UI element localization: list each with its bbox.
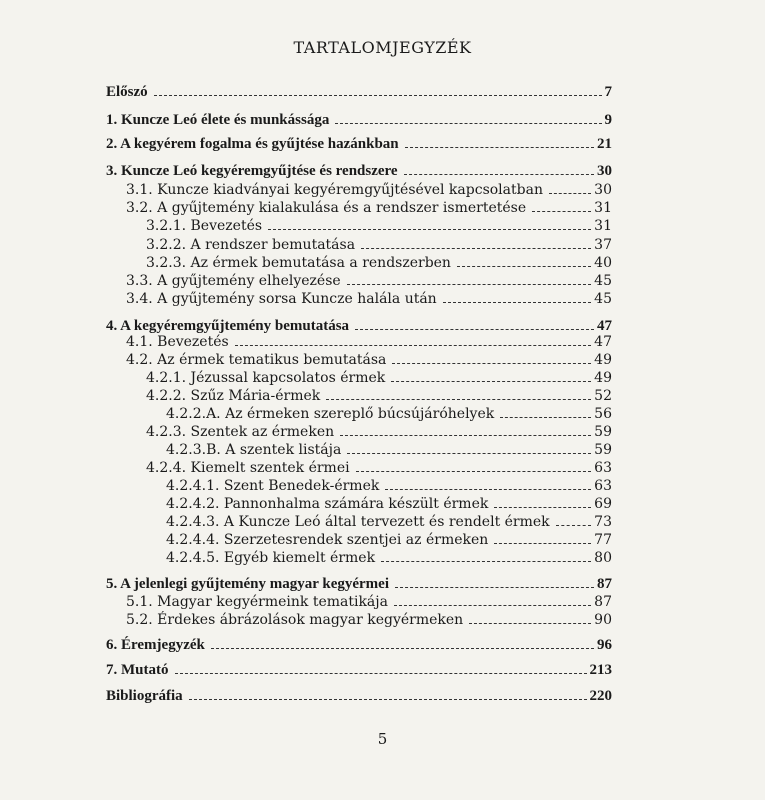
toc-entry	[126, 291, 612, 311]
dash-leader	[556, 524, 592, 526]
toc-entry-page: 73	[594, 514, 612, 530]
toc-entry	[146, 218, 612, 238]
toc-entry-label: 3. Kuncze Leó kegyéremgyűjtése és rendszere	[106, 163, 398, 179]
toc-entry-label: 4.2.3. Szentek az érmeken	[146, 424, 335, 440]
toc-entry-label: 3.2.3. Az érmek bemutatása a rendszerben	[146, 255, 451, 271]
toc-entry-page: 47	[597, 318, 612, 334]
toc-entry-label: 3.1. Kuncze kiadványai kegyéremgyűjtésével kapcsolatban	[126, 182, 543, 198]
dash-leader	[211, 647, 594, 649]
dash-leader	[500, 416, 591, 418]
toc-title: TARTALOMJEGYZÉK	[293, 38, 472, 57]
toc-entry-label: 4.2. Az érmek tematikus bemutatása	[126, 352, 387, 368]
toc-entry	[106, 112, 612, 132]
toc-entry	[106, 576, 612, 596]
dash-leader	[175, 672, 587, 674]
toc-entry	[166, 442, 612, 462]
toc-entry	[126, 200, 612, 220]
toc-entry-page: 96	[597, 637, 612, 653]
toc-entry-label: 3.2. A gyűjtemény kialakulása és a rendszer ismertetése	[126, 200, 527, 216]
toc-entry	[166, 496, 612, 516]
dash-leader	[340, 434, 591, 436]
toc-entry-page: 47	[594, 334, 612, 350]
toc-entry-page: 9	[604, 112, 612, 128]
dash-leader	[154, 94, 602, 96]
toc-entry-page: 40	[594, 255, 612, 271]
dash-leader	[494, 506, 591, 508]
toc-entry-page: 80	[594, 550, 612, 566]
toc-entry	[146, 388, 612, 408]
dash-leader	[326, 398, 591, 400]
toc-entry-page: 56	[594, 406, 612, 422]
dash-leader	[405, 146, 594, 148]
dash-leader	[391, 380, 591, 382]
toc-entry-label: 4.2.3.B. A szentek listája	[166, 442, 342, 458]
page-number: 5	[377, 730, 388, 748]
dash-leader	[457, 265, 591, 267]
toc-entry-label: 3.2.2. A rendszer bemutatása	[146, 237, 356, 253]
dash-leader	[347, 452, 591, 454]
toc-entry-label: 4.2.2. Szűz Mária-érmek	[146, 388, 321, 404]
toc-entry-label: 5.2. Érdekes ábrázolások magyar kegyérmeken	[126, 612, 464, 628]
toc-entry-page: 30	[597, 163, 612, 179]
toc-entry-page: 87	[597, 576, 612, 592]
toc-entry-label: 4. A kegyéremgyűjtemény bemutatása	[106, 318, 350, 334]
toc-entry-label: 4.2.4.4. Szerzetesrendek szentjei az érmeken	[166, 532, 489, 548]
toc-entry	[146, 370, 612, 390]
toc-entry-page: 7	[604, 84, 612, 100]
toc-entry-label: Bibliográfia	[106, 688, 183, 704]
toc-entry-page: 37	[594, 237, 612, 253]
toc-entry-page: 63	[594, 460, 612, 476]
dash-leader	[385, 488, 591, 490]
toc-entry-label: 4.2.4.3. A Kuncze Leó által tervezett és rendelt érmek	[166, 514, 550, 530]
toc-entry-label: 3.2.1. Bevezetés	[146, 218, 263, 234]
toc-entry	[166, 406, 612, 426]
toc-entry-label: 5. A jelenlegi gyűjtemény magyar kegyérmei	[106, 576, 389, 592]
toc-entry	[106, 136, 612, 156]
toc-entry-page: 31	[594, 218, 612, 234]
toc-entry-page: 31	[594, 200, 612, 216]
toc-entry	[106, 163, 612, 183]
toc-entry-label: 2. A kegyérem fogalma és gyűjtése hazánkban	[106, 136, 399, 152]
toc-entry-label: 4.2.4.2. Pannonhalma számára készült érmek	[166, 496, 489, 512]
dash-leader	[381, 560, 591, 562]
toc-entry	[166, 532, 612, 552]
toc-entry-page: 87	[594, 594, 612, 610]
toc-entry	[126, 182, 612, 202]
toc-entry-page: 213	[589, 662, 612, 678]
toc-entry-page: 69	[594, 496, 612, 512]
toc-entry-label: 4.2.2.A. Az érmeken szereplő búcsújáróhelyek	[166, 406, 495, 422]
toc-entry-page: 63	[594, 478, 612, 494]
toc-entry-label: 4.2.4. Kiemelt szentek érmei	[146, 460, 350, 476]
toc-entry	[126, 334, 612, 354]
toc-entry-page: 59	[594, 442, 612, 458]
dash-leader	[394, 604, 591, 606]
dash-leader	[494, 542, 591, 544]
toc-entry-label: 5.1. Magyar kegyérmeink tematikája	[126, 594, 388, 610]
toc-entry-page: 90	[594, 612, 612, 628]
toc-entry-page: 30	[594, 182, 612, 198]
toc-entry-label: 6. Éremjegyzék	[106, 637, 205, 653]
dash-leader	[404, 173, 594, 175]
dash-leader	[189, 698, 587, 700]
toc-entry	[126, 273, 612, 293]
dash-leader	[469, 622, 591, 624]
toc-entry	[146, 255, 612, 275]
toc-entry-label: 4.1. Bevezetés	[126, 334, 229, 350]
toc-entry	[146, 460, 612, 480]
dash-leader	[356, 470, 592, 472]
dash-leader	[443, 301, 591, 303]
toc-entry	[166, 514, 612, 534]
toc-entry-label: 3.4. A gyűjtemény sorsa Kuncze halála után	[126, 291, 437, 307]
dash-leader	[355, 328, 594, 330]
dash-leader	[347, 283, 592, 285]
toc-entry-page: 21	[597, 136, 612, 152]
toc-entry	[126, 612, 612, 632]
toc-entry	[146, 424, 612, 444]
toc-entry	[166, 550, 612, 570]
toc-entry-label: 4.2.1. Jézussal kapcsolatos érmek	[146, 370, 386, 386]
dash-leader	[361, 247, 591, 249]
dash-leader	[335, 122, 601, 124]
dash-leader	[268, 228, 591, 230]
dash-leader	[395, 586, 594, 588]
toc-entry	[106, 662, 612, 682]
toc-entry	[106, 84, 612, 104]
toc-entry-page: 59	[594, 424, 612, 440]
toc-entry	[126, 594, 612, 614]
toc-entry-page: 45	[594, 291, 612, 307]
toc-entry	[126, 352, 612, 372]
dash-leader	[532, 210, 591, 212]
toc-entry-label: 4.2.4.1. Szent Benedek-érmek	[166, 478, 380, 494]
toc-entry-page: 49	[594, 370, 612, 386]
toc-entry-label: 4.2.4.5. Egyéb kiemelt érmek	[166, 550, 376, 566]
toc-entry	[106, 688, 612, 708]
toc-entry	[166, 478, 612, 498]
toc-entry-page: 77	[594, 532, 612, 548]
toc-entry-label: Előszó	[106, 84, 148, 100]
toc-entry-label: 1. Kuncze Leó élete és munkássága	[106, 112, 330, 128]
toc-entry-page: 220	[589, 688, 612, 704]
toc-entry	[146, 237, 612, 257]
toc-entry	[106, 637, 612, 657]
dash-leader	[235, 344, 591, 346]
toc-entry-label: 3.3. A gyűjtemény elhelyezése	[126, 273, 341, 289]
toc-entry-page: 52	[594, 388, 612, 404]
dash-leader	[549, 192, 591, 194]
dash-leader	[392, 362, 591, 364]
toc-entry-label: 7. Mutató	[106, 662, 169, 678]
toc-entry-page: 49	[594, 352, 612, 368]
toc-entry-page: 45	[594, 273, 612, 289]
